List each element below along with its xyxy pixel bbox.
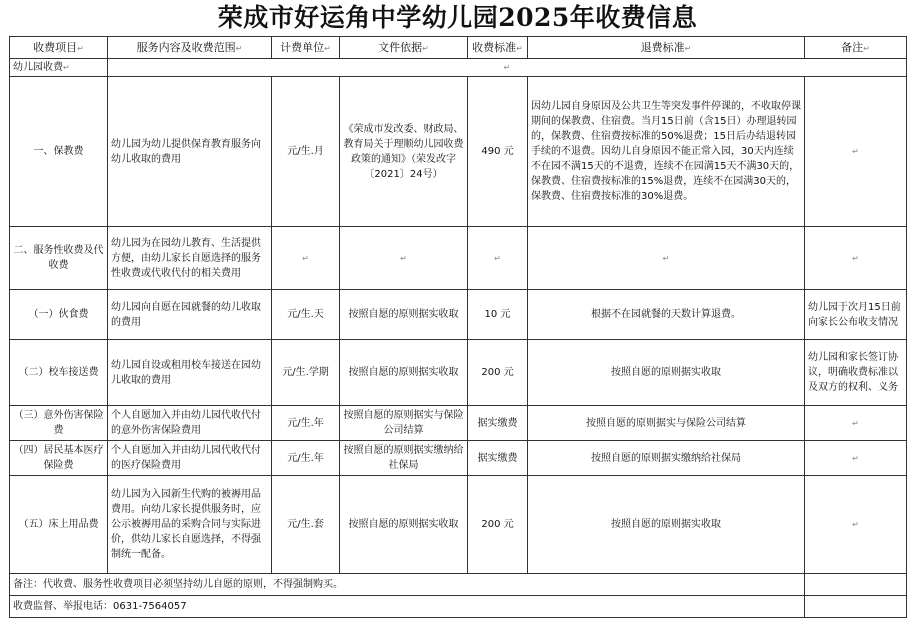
- section-row: [10, 59, 907, 77]
- footer-contact: 收费监督、举报电话：0631-7564057: [10, 596, 805, 618]
- fee-table: [9, 36, 907, 618]
- footer-note-blank: [805, 574, 907, 596]
- table-row: [10, 340, 907, 406]
- fee-note: ↵: [805, 77, 907, 227]
- header-cell: 文件依据↵: [340, 37, 468, 59]
- footer-note: 备注：代收费、服务性收费项目必须坚持幼儿自愿的原则，不得强制购买。: [10, 574, 805, 596]
- fee-unit: 元/生.年: [272, 441, 340, 476]
- fee-standard: 据实缴费: [468, 406, 528, 441]
- fee-content: 个人自愿加入并由幼儿园代收代付的意外伤害保险费用: [108, 406, 272, 441]
- fee-standard: 据实缴费: [468, 441, 528, 476]
- fee-content: 幼儿园向自愿在园就餐的幼儿收取的费用: [108, 290, 272, 340]
- fee-content: 个人自愿加入并由幼儿园代收代付的医疗保险费用: [108, 441, 272, 476]
- fee-standard: 490 元: [468, 77, 528, 227]
- table-row: [10, 476, 907, 574]
- fee-content: 幼儿园为幼儿提供保育教育服务向幼儿收取的费用: [108, 77, 272, 227]
- table-row: [10, 290, 907, 340]
- fee-basis: ↵: [340, 227, 468, 290]
- fee-standard: 200 元: [468, 476, 528, 574]
- fee-item: （四）居民基本医疗保险费: [10, 441, 108, 476]
- fee-content: 幼儿园自设或租用校车接送在园幼儿收取的费用: [108, 340, 272, 406]
- fee-refund: 按照自愿的原则据实收取: [528, 476, 805, 574]
- fee-item: （五）床上用品费: [10, 476, 108, 574]
- table-row: [10, 227, 907, 290]
- table-row: [10, 77, 907, 227]
- fee-note: ↵: [805, 441, 907, 476]
- fee-standard: 200 元: [468, 340, 528, 406]
- fee-item: （一）伙食费: [10, 290, 108, 340]
- fee-note: ↵: [805, 476, 907, 574]
- fee-basis: 按照自愿的原则据实收取: [340, 476, 468, 574]
- footer-contact-blank: [805, 596, 907, 618]
- fee-item: 二、服务性收费及代收费: [10, 227, 108, 290]
- fee-unit: 元/生.年: [272, 406, 340, 441]
- fee-refund: ↵: [528, 227, 805, 290]
- section-filler: ↵: [108, 59, 907, 77]
- fee-basis: 按照自愿的原则据实缴纳给社保局: [340, 441, 468, 476]
- fee-basis: 按照自愿的原则据实与保险公司结算: [340, 406, 468, 441]
- section-label: 幼儿园收费↵: [10, 59, 108, 77]
- header-cell: 服务内容及收费范围↵: [108, 37, 272, 59]
- fee-unit: 元/生.天: [272, 290, 340, 340]
- page-title: 荣成市好运角中学幼儿园2025年收费信息: [217, 3, 698, 32]
- fee-unit: ↵: [272, 227, 340, 290]
- fee-note: ↵: [805, 227, 907, 290]
- fee-item: （二）校车接送费: [10, 340, 108, 406]
- fee-unit: 元/生.月: [272, 77, 340, 227]
- fee-refund: 按照自愿的原则据实缴纳给社保局: [528, 441, 805, 476]
- fee-item: 一、保教费: [10, 77, 108, 227]
- fee-content: 幼儿园为入园新生代购的被褥用品费用。向幼儿家长提供服务时，应公示被褥用品的采购合同与实际进价，供幼儿家长自愿选择，不得强制统一配备。: [108, 476, 272, 574]
- footer-note-row: [10, 574, 907, 596]
- footer-contact-row: [10, 596, 907, 618]
- table-row: [10, 406, 907, 441]
- fee-refund: 按照自愿的原则据实与保险公司结算: [528, 406, 805, 441]
- fee-refund: 根据不在园就餐的天数计算退费。: [528, 290, 805, 340]
- fee-note: 幼儿园和家长签订协议，明确收费标准以及双方的权利、义务: [805, 340, 907, 406]
- fee-refund: 按照自愿的原则据实收取: [528, 340, 805, 406]
- header-cell: 退费标准↵: [528, 37, 805, 59]
- fee-basis: 按照自愿的原则据实收取: [340, 340, 468, 406]
- fee-standard: 10 元: [468, 290, 528, 340]
- header-cell: 收费项目↵: [10, 37, 108, 59]
- fee-content: 幼儿园为在园幼儿教育、生活提供方便，由幼儿家长自愿选择的服务性收费或代收代付的相关费用: [108, 227, 272, 290]
- fee-unit: 元/生.学期: [272, 340, 340, 406]
- fee-basis: 《荣成市发改委、财政局、教育局关于理顺幼儿园收费政策的通知》（荣发改字〔2021〕24号）: [340, 77, 468, 227]
- fee-basis: 按照自愿的原则据实收取: [340, 290, 468, 340]
- fee-standard: ↵: [468, 227, 528, 290]
- fee-unit: 元/生.套: [272, 476, 340, 574]
- table-row: [10, 441, 907, 476]
- fee-refund: 因幼儿园自身原因及公共卫生等突发事件停课的，不收取停课期间的保教费、住宿费。当月15日前（含15日）办理退转园的，保教费、住宿费按标准的50%退费；15日后办结退转园手续的不退费。因幼儿自身原因不能正常入园，30天内连续不在园不满15天的不退费，连续不在园满15天不满30天的，保教费、住宿费按标准的15%退费，连续不在园满30天的，保教费、住宿费按标准的30%退费。: [528, 77, 805, 227]
- fee-item: （三）意外伤害保险费: [10, 406, 108, 441]
- header-cell: 计费单位↵: [272, 37, 340, 59]
- header-cell: 备注↵: [805, 37, 907, 59]
- fee-note: ↵: [805, 406, 907, 441]
- fee-note: 幼儿园于次月15日前向家长公布收支情况: [805, 290, 907, 340]
- table-header-row: [10, 37, 907, 59]
- header-cell: 收费标准↵: [468, 37, 528, 59]
